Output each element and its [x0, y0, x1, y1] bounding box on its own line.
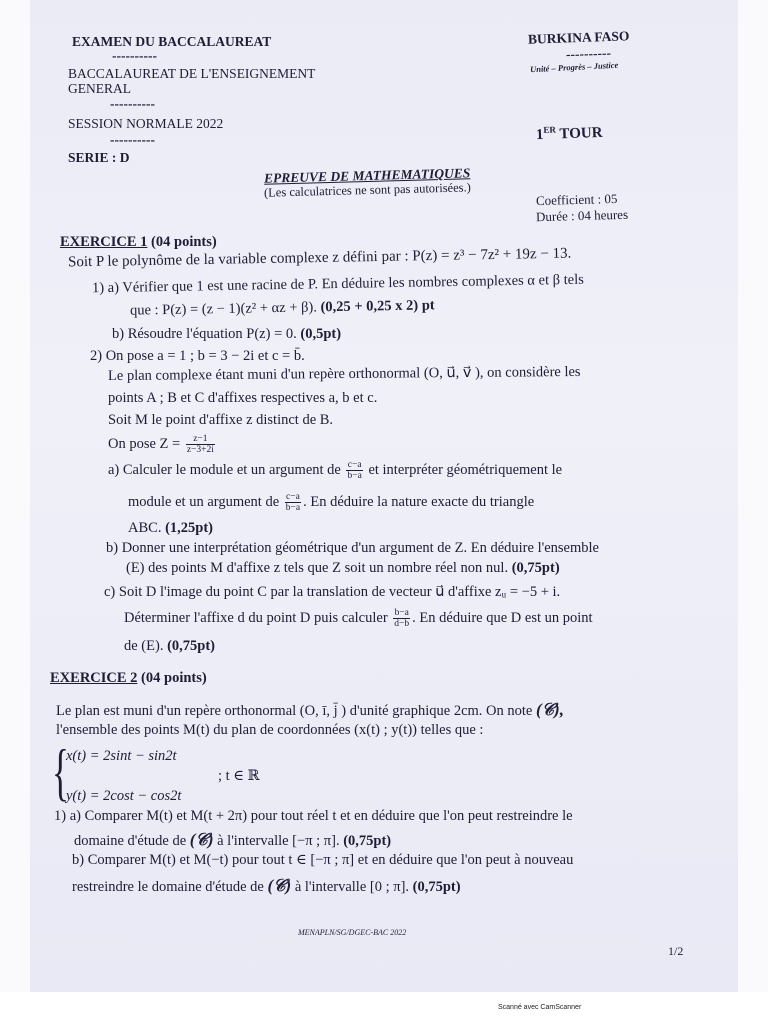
ex2-q1b-line2: restreindre le domaine d'étude de (𝒞) à l'intervalle [0 ; π]. (0,75pt) [72, 876, 461, 895]
motto: Unité – Progrès – Justice [529, 59, 619, 75]
bac-line1: BACCALAUREAT DE L'ENSEIGNEMENT [68, 66, 316, 81]
footer-code: MENAPLN/SG/DGEC-BAC 2022 [298, 928, 407, 937]
ex2-q1b-line1: b) Comparer M(t) et M(−t) pour tout t ∈ [−π ; π] et en déduire que l'on peut à nouveau [72, 852, 574, 868]
serie: SERIE : D [68, 150, 130, 165]
separator: ---------- [110, 96, 155, 111]
bac-line2: GENERAL [68, 81, 131, 96]
ex2-q1a-line2: domaine d'étude de (𝒞) à l'intervalle [−π ; π]. (0,75pt) [74, 830, 392, 849]
ex1-intro: Soit P le polynôme de la variable complexe z défini par : P(z) = z³ − 7z² + 19z − 13. [67, 245, 572, 271]
ex1-q2-line5: On pose Z = $\frac{z-1}{z-3+2i}$ [108, 434, 214, 455]
epreuve-title: EPREUVE DE MATHEMATIQUES [263, 165, 471, 186]
ex1-heading: EXERCICE 1 (04 points) [60, 234, 217, 250]
ex1-q2a-line1: a) Calculer le module et un argument de $\frac{c-a}{b-a}$ et interpréter géométriquement le [108, 460, 563, 481]
ex1-q2-line4: Soit M le point d'affixe z distinct de B. [108, 412, 334, 428]
system-x: x(t) = 2sint − sin2t [66, 748, 177, 764]
ex1-q2c-line2: Déterminer l'affixe d du point D puis calculer $\frac{b-a}{d-b}$ . En déduire que D est un point [124, 608, 593, 629]
exam-title: EXAMEN DU BACCALAUREAT [72, 34, 272, 49]
ex2-line2: l'ensemble des points M(t) du plan de coordonnées (x(t) ; y(t)) telles que : [56, 722, 484, 738]
scanner-watermark: Scanné avec CamScanner [498, 1004, 582, 1011]
ex2-heading: EXERCICE 2 (04 points) [50, 670, 207, 686]
right-margin [738, 0, 768, 992]
page-number: 1/2 [668, 944, 684, 958]
ex1-q2-line1: 2) On pose a = 1 ; b = 3 − 2i et c = b̄. [90, 348, 305, 364]
ex1-q2b-line2: (E) des points M d'affixe z tels que Z soit un nombre réel non nul. (0,75pt) [126, 560, 560, 576]
system-condition: ; t ∈ ℝ [218, 768, 260, 784]
ex1-q1a-line1: 1) a) Vérifier que 1 est une racine de P. En déduire les nombres complexes α et β tels [91, 271, 584, 297]
left-margin [0, 0, 30, 992]
separator: ---------- [110, 132, 155, 147]
tour: 1ER TOUR [535, 124, 603, 144]
ex1-q2-line2: Le plan complexe étant muni d'un repère orthonormal (O, u⃗, v⃗ ), on considère les [107, 363, 581, 385]
ex1-q2a-line2: module et un argument de $\frac{c-a}{b-a}$ . En déduire la nature exacte du triangle [128, 492, 535, 513]
coefficient: Coefficient : 05 [535, 190, 618, 209]
session: SESSION NORMALE 2022 [68, 116, 224, 131]
separator: ---------- [565, 45, 612, 62]
ex1-q2a-line3: ABC. (1,25pt) [128, 520, 214, 536]
calculator-note: (Les calculatrices ne sont pas autorisées.) [263, 180, 472, 200]
duree: Durée : 04 heures [535, 206, 629, 225]
system-y: y(t) = 2cost − cos2t [66, 788, 182, 804]
country: BURKINA FASO [527, 28, 630, 47]
separator: ---------- [112, 48, 157, 63]
ex2-q1a-line1: 1) a) Comparer M(t) et M(t + 2π) pour tout réel t et en déduire que l'on peut restreindre le [54, 808, 573, 824]
ex1-q1a-line2: que : P(z) = (z − 1)(z² + αz + β). (0,25 + 0,25 x 2) pt [129, 297, 435, 319]
ex2-line1: Le plan est muni d'un repère orthonormal (O, ī, j̄ ) d'unité graphique 2cm. On note (𝒞), [56, 700, 564, 719]
ex1-q2c-line3: de (E). (0,75pt) [124, 638, 216, 654]
ex1-q2-line3: points A ; B et C d'affixes respectives a, b et c. [108, 390, 378, 406]
ex1-q2c-line1: c) Soit D l'image du point C par la translation de vecteur u⃗ d'affixe zᵤ = −5 + i. [104, 584, 561, 600]
ex1-q2b-line1: b) Donner une interprétation géométrique d'un argument de Z. En déduire l'ensemble [106, 540, 599, 556]
ex1-q1b: b) Résoudre l'équation P(z) = 0. (0,5pt) [112, 326, 342, 342]
system-brace: { [52, 736, 69, 807]
